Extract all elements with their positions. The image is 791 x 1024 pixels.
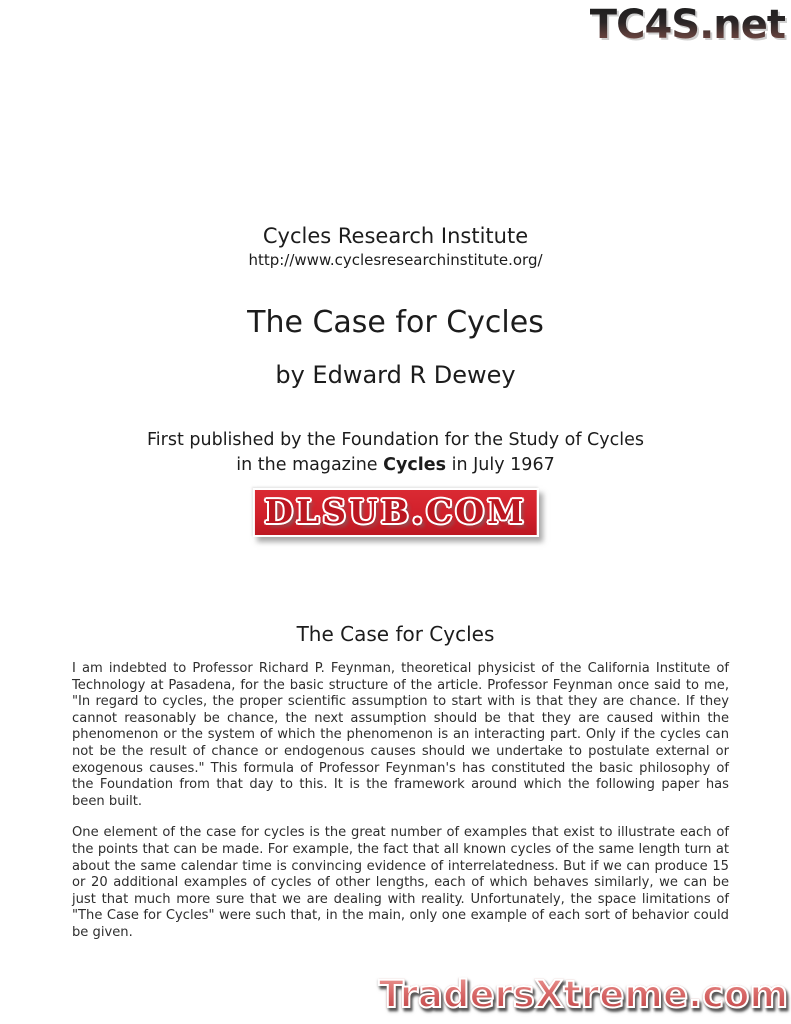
dlsub-watermark-wrapper	[252, 488, 538, 537]
author-byline: by Edward R Dewey	[275, 361, 516, 389]
publication-note	[0, 428, 791, 478]
article-heading: The Case for Cycles	[296, 622, 495, 646]
dlsub-watermark-logo: DLSUB.COM	[252, 488, 538, 537]
publication-note-line2-post: in July 1967	[446, 455, 555, 475]
article-body	[72, 661, 729, 957]
article-paragraph-2: One element of the case for cycles is the great number of examples that exist to illustrate each of the points that can be made. For example, the fact that all known cycles of the same length turn at about the same calendar time is convincing evidence of interrelatedness. But if we can produce 15 or 20 additional examples of cycles of other lengths, each of which behaves similarly, we can be just that much more sure that we are dealing with reality. Unfortunately, the space limitations of "The Case for Cycles" were such that, in the main, only one example of each sort of behavior could be given.	[72, 825, 729, 940]
institute-url: http://www.cyclesresearchinstitute.org/	[248, 251, 543, 269]
document-title: The Case for Cycles	[247, 305, 544, 340]
article-paragraph-1: I am indebted to Professor Richard P. Feynman, theoretical physicist of the California Institute of Technology at Pasadena, for the basic structure of the article. Professor Feynman once said to me, "In regard to cycles, the proper scientific assumption to start with is that they are chance. If they cannot reasonably be chance, the next assumption should be that they are caused within the phenomenon or the system of which the phenomenon is an interacting part. Only if the cycles can not be the result of chance or endogenous causes should we undertake to postulate external or exogenous causes." This formula of Professor Feynman's has constituted the basic philosophy of the Foundation from that day to this. It is the framework around which the following paper has been built.	[72, 661, 729, 809]
institute-name: Cycles Research Institute	[262, 224, 529, 248]
publication-note-magazine-name: Cycles	[383, 455, 447, 475]
tc4s-watermark-logo: TC4S.net	[589, 2, 785, 48]
publication-note-line2-pre: in the magazine	[236, 455, 384, 475]
publication-note-line1: First published by the Foundation for the Study of Cycles	[147, 430, 644, 450]
tradersxtreme-watermark-logo: TradersXtreme.com	[378, 973, 788, 1016]
